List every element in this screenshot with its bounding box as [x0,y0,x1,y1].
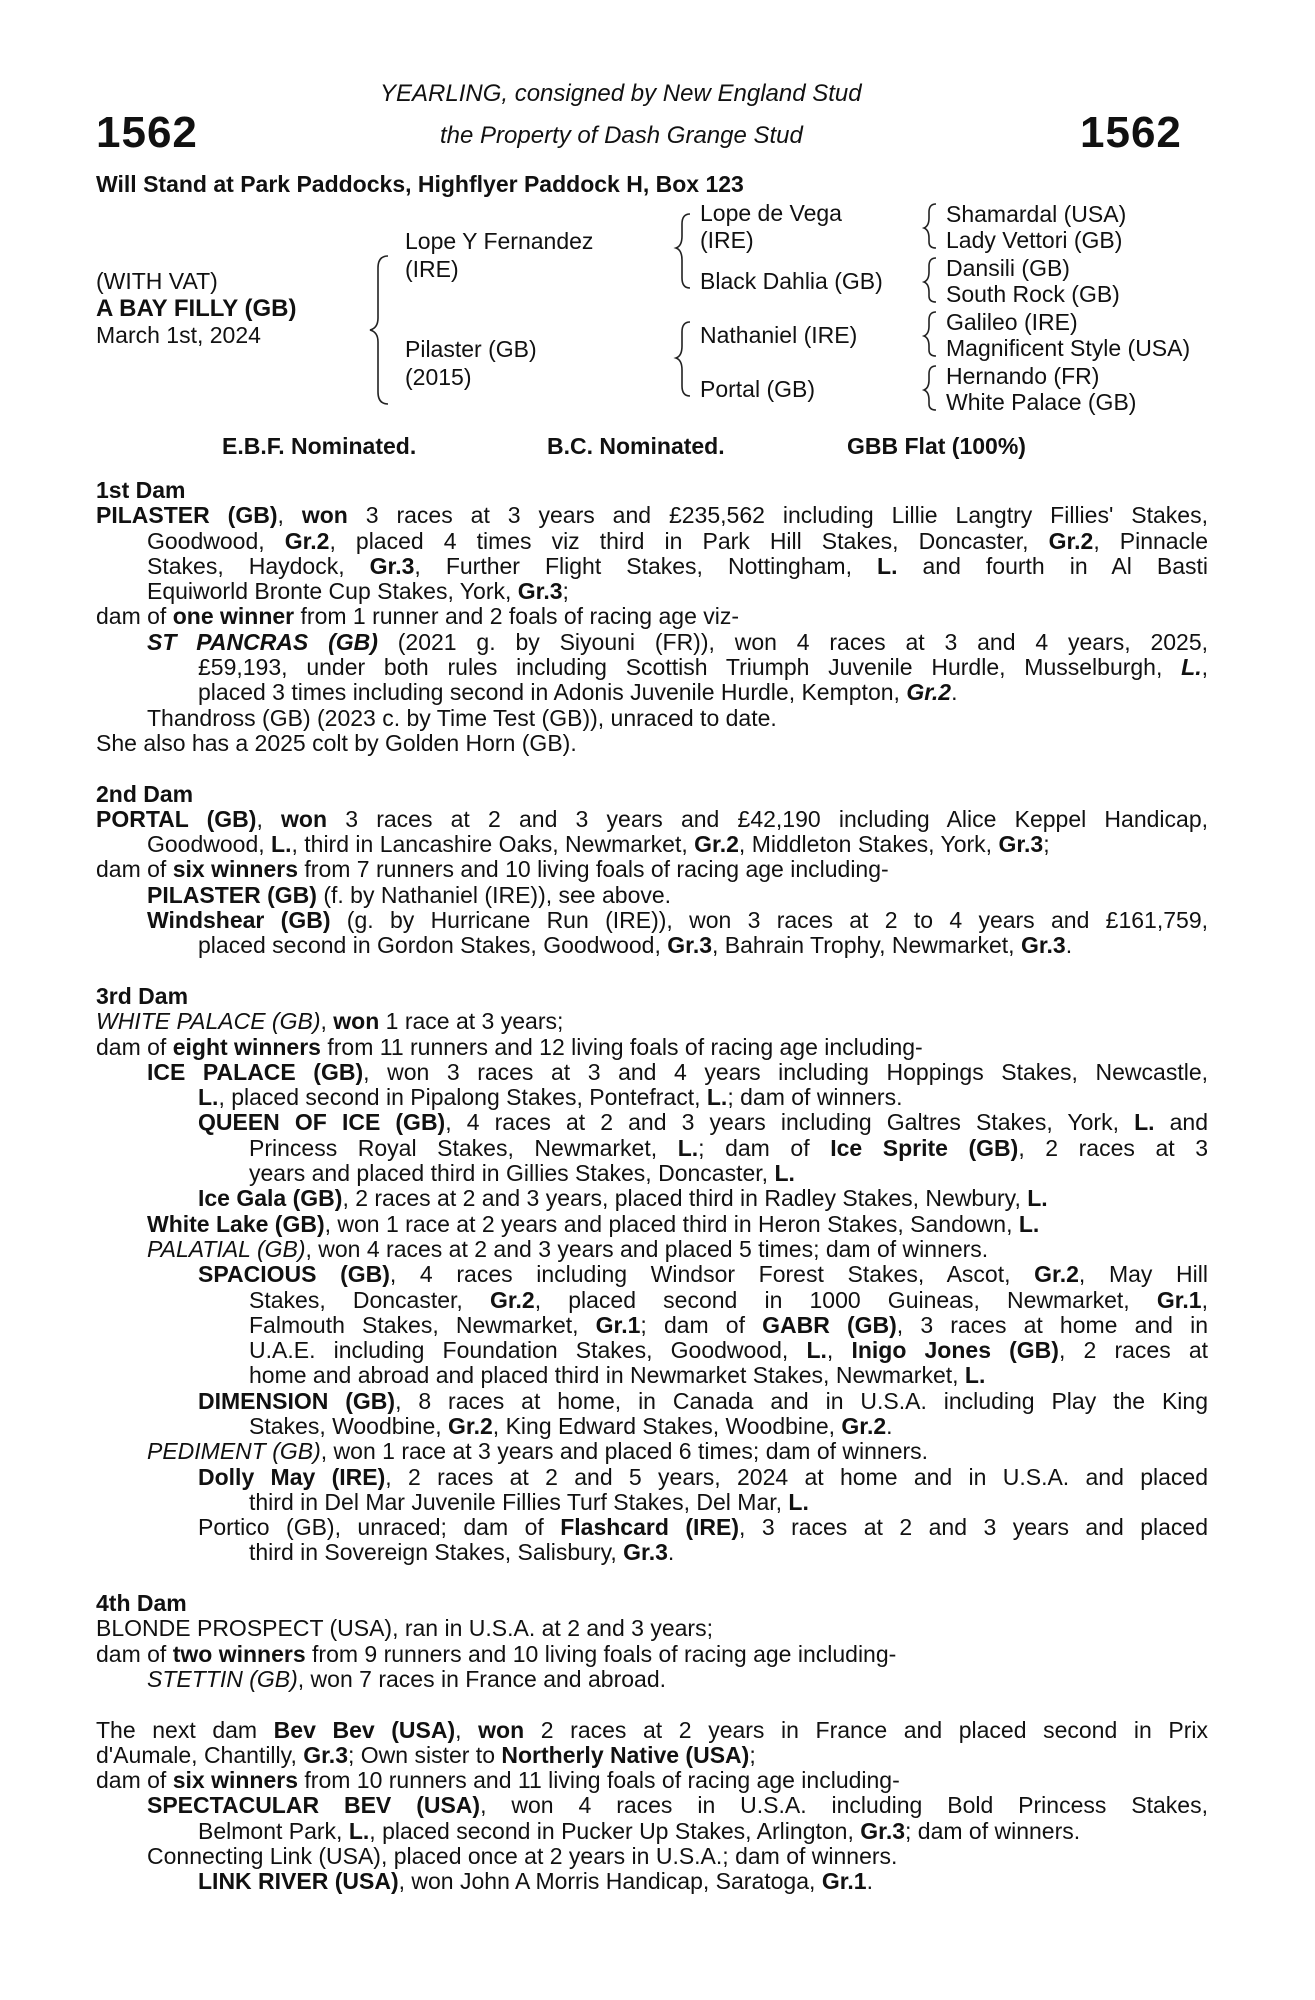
dd-sire: Hernando (FR) [946,363,1100,389]
next-dam-line: SPECTACULAR BEV (USA), won 4 races in U.S.A. including Bold Princess Stakes, [147,1793,1208,1819]
next-dam-line: LINK RIVER (USA), won John A Morris Handicap, Saratoga, Gr.1. [198,1868,873,1895]
third-dam-line: PEDIMENT (GB), won 1 race at 3 years and placed 6 times; dam of winners. [147,1438,929,1465]
fourth-dam-line: BLONDE PROSPECT (USA), ran in U.S.A. at 2 and 3 years; [96,1615,713,1642]
next-dam-line: Connecting Link (USA), placed once at 2 years in U.S.A.; dam of winners. [147,1843,898,1870]
vat-label: (WITH VAT) [96,268,218,294]
lot-number-left: 1562 [96,108,198,157]
dd-dam: White Palace (GB) [946,389,1137,415]
third-dam-line: Stakes, Woodbine, Gr.2, King Edward Stakes, Woodbine, Gr.2. [249,1412,893,1439]
ds-sire: Galileo (IRE) [946,309,1078,335]
ss-sire: Shamardal (USA) [946,201,1127,227]
ss-dam: Lady Vettori (GB) [946,227,1123,253]
third-dam-line: Portico (GB), unraced; dam of Flashcard (IRE), 3 races at 2 and 3 years and placed [198,1515,1208,1541]
third-dam-line: dam of eight winners from 11 runners and 12 living foals of racing age including- [96,1033,923,1060]
sire-name: Lope Y Fernandez [405,228,594,254]
sire-dam: Black Dahlia (GB) [700,268,883,294]
first-dam-line: Stakes, Haydock, Gr.3, Further Flight Stakes, Nottingham, L. and fourth in Al Basti [147,553,1208,579]
third-dam-line: ICE PALACE (GB), won 3 races at 3 and 4 years including Hoppings Stakes, Newcastle, [147,1059,1208,1085]
first-dam-heading: 1st Dam [96,477,186,503]
third-dam-line: L., placed second in Pipalong Stakes, Pontefract, L.; dam of winners. [198,1084,903,1111]
next-dam-line: Belmont Park, L., placed second in Pucker Up Stakes, Arlington, Gr.3; dam of winners. [198,1817,1081,1844]
second-dam-line: dam of six winners from 7 runners and 10 living foals of racing age including- [96,856,889,883]
second-dam-line: PILASTER (GB) (f. by Nathaniel (IRE)), see above. [147,881,672,908]
third-dam-line: Stakes, Doncaster, Gr.2, placed second in 1000 Guineas, Newmarket, Gr.1, [249,1287,1208,1313]
stand-location: Will Stand at Park Paddocks, Highflyer Paddock H, Box 123 [96,171,744,197]
second-dam-line: Windshear (GB) (g. by Hurricane Run (IRE)), won 3 races at 2 to 4 years and £161,759, [147,908,1208,934]
first-dam-line: ST PANCRAS (GB) (2021 g. by Siyouni (FR)), won 4 races at 3 and 4 years, 2025, [147,629,1208,655]
first-dam-line: She also has a 2025 colt by Golden Horn (GB). [96,729,577,756]
dam-sire: Nathaniel (IRE) [700,322,858,348]
first-dam-line: PILASTER (GB), won 3 races at 3 years and £235,562 including Lillie Langtry Fillies' Stakes, [96,503,1208,529]
property-line: the Property of Dash Grange Stud [440,122,803,149]
dam-name: Pilaster (GB) [405,336,537,362]
catalogue-body [96,478,1208,1895]
horse-name: A BAY FILLY (GB) [96,295,297,322]
ebf-nomination: E.B.F. Nominated. [222,433,417,459]
third-dam-line: WHITE PALACE (GB), won 1 race at 3 years; [96,1008,564,1035]
second-dam-line: placed second in Gordon Stakes, Goodwood, Gr.3, Bahrain Trophy, Newmarket, Gr.3. [198,932,1073,959]
ds-dam: Magnificent Style (USA) [946,335,1191,361]
consignor-line: YEARLING, consigned by New England Stud [380,80,862,107]
fourth-dam-heading: 4th Dam [96,1590,187,1617]
third-dam-line: third in Del Mar Juvenile Fillies Turf Stakes, Del Mar, L. [249,1488,809,1515]
dam-year: (2015) [405,364,472,390]
bc-nomination: B.C. Nominated. [547,433,725,459]
third-dam-heading: 3rd Dam [96,982,189,1009]
sire-country: (IRE) [405,256,459,282]
third-dam-line: Ice Gala (GB), 2 races at 2 and 3 years, placed third in Radley Stakes, Newbury, L. [198,1185,1048,1212]
sd-sire: Dansili (GB) [946,255,1070,281]
third-dam-line: DIMENSION (GB), 8 races at home, in Canada and in U.S.A. including Play the King [198,1388,1208,1414]
third-dam-line: Princess Royal Stakes, Newmarket, L.; dam of Ice Sprite (GB), 2 races at 3 [249,1135,1208,1161]
third-dam-line: third in Sovereign Stakes, Salisbury, Gr.3. [249,1539,675,1566]
third-dam-line: Falmouth Stakes, Newmarket, Gr.1; dam of GABR (GB), 3 races at home and in [249,1312,1208,1338]
third-dam-line: QUEEN OF ICE (GB), 4 races at 2 and 3 years including Galtres Stakes, York, L. and [198,1110,1208,1136]
third-dam-line: PALATIAL (GB), won 4 races at 2 and 3 years and placed 5 times; dam of winners. [147,1235,989,1262]
sire-sire-country: (IRE) [700,227,754,253]
foaling-date: March 1st, 2024 [96,322,261,348]
third-dam-line: White Lake (GB), won 1 race at 2 years and placed third in Heron Stakes, Sandown, L. [147,1210,1040,1237]
third-dam-line: home and abroad and placed third in Newmarket Stakes, Newmarket, L. [249,1362,986,1389]
second-dam-line: PORTAL (GB), won 3 races at 2 and 3 years and £42,190 including Alice Keppel Handicap, [96,806,1208,832]
sire-sire: Lope de Vega [700,200,842,226]
fourth-dam-line: dam of two winners from 9 runners and 10 living foals of racing age including- [96,1640,897,1667]
second-dam-line: Goodwood, L., third in Lancashire Oaks, Newmarket, Gr.2, Middleton Stakes, York, Gr.3; [147,831,1050,858]
sd-dam: South Rock (GB) [946,281,1120,307]
second-dam-heading: 2nd Dam [96,780,194,807]
lot-number-right: 1562 [1080,108,1182,157]
third-dam-line: U.A.E. including Foundation Stakes, Goodwood, L., Inigo Jones (GB), 2 races at [249,1338,1208,1364]
third-dam-line: Dolly May (IRE), 2 races at 2 and 5 years, 2024 at home and in U.S.A. and placed [198,1464,1208,1490]
fourth-dam-line: STETTIN (GB), won 7 races in France and abroad. [147,1665,666,1692]
first-dam-line: Goodwood, Gr.2, placed 4 times viz third in Park Hill Stakes, Doncaster, Gr.2, Pinnacle [147,528,1208,554]
next-dam-line: d'Aumale, Chantilly, Gr.3; Own sister to Northerly Native (USA); [96,1741,756,1768]
third-dam-line: SPACIOUS (GB), 4 races including Windsor Forest Stakes, Ascot, Gr.2, May Hill [198,1262,1208,1288]
next-dam-line: The next dam Bev Bev (USA), won 2 races at 2 years in France and placed second in Prix [96,1717,1208,1743]
first-dam-line: £59,193, under both rules including Scottish Triumph Juvenile Hurdle, Musselburgh, L., [198,655,1208,681]
first-dam-line: Equiworld Bronte Cup Stakes, York, Gr.3; [147,578,569,605]
first-dam-line: Thandross (GB) (2023 c. by Time Test (GB)), unraced to date. [147,704,777,731]
next-dam-line: dam of six winners from 10 runners and 11 living foals of racing age including- [96,1767,900,1794]
gbb-flat: GBB Flat (100%) [847,433,1026,459]
first-dam-line: placed 3 times including second in Adonis Juvenile Hurdle, Kempton, Gr.2. [198,679,958,706]
first-dam-line: dam of one winner from 1 runner and 2 foals of racing age viz- [96,603,740,630]
dam-dam: Portal (GB) [700,376,816,402]
third-dam-line: years and placed third in Gillies Stakes, Doncaster, L. [249,1160,795,1187]
